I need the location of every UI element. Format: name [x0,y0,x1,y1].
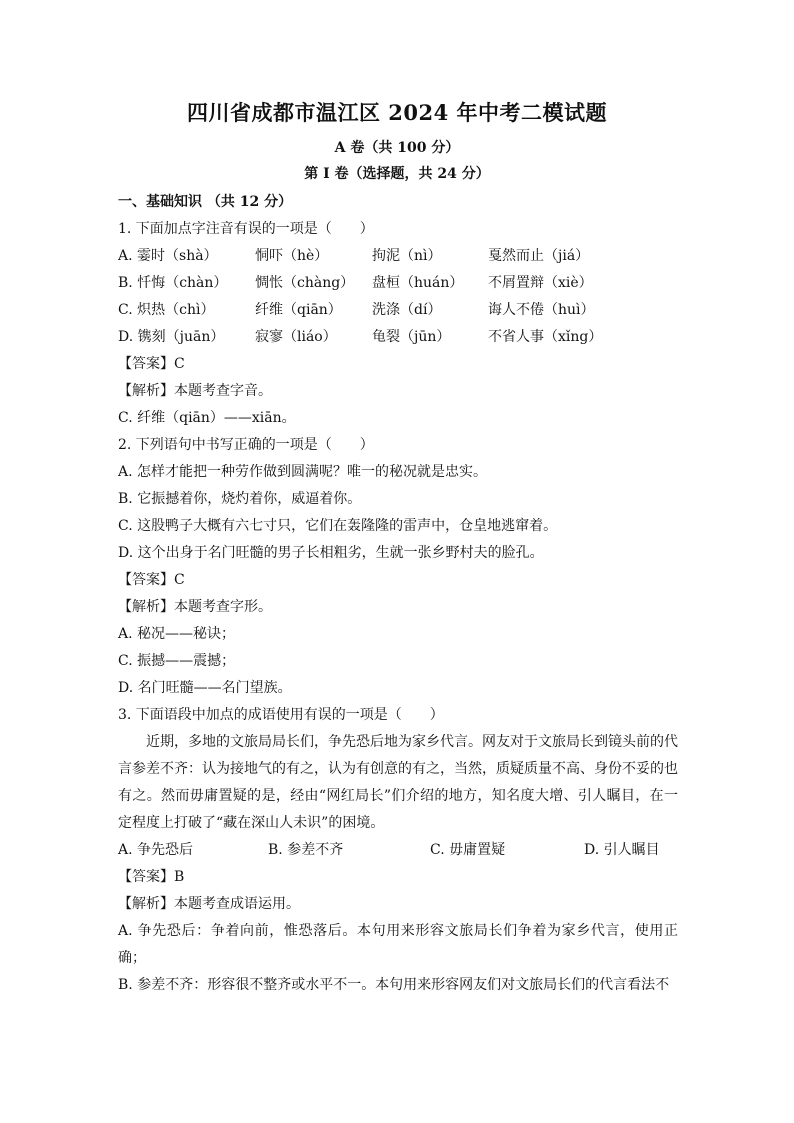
question-2-option-a: A. 怎样才能把一种劳作做到圆满呢？唯一的秘况就是忠实。 [118,464,488,480]
option-cell: 拘泥（nì） [372,248,442,264]
question-2-analysis: 【解析】本题考查字形。 [118,599,272,615]
option-a: A. 争先恐后 [118,842,194,858]
question-3-analysis: 【解析】本题考查成语运用。 [118,896,300,912]
option-b: B. 参差不齐 [268,842,344,858]
question-2-answer: 【答案】C [118,572,185,588]
question-1-option-c [118,297,678,324]
question-2-stem: 2. 下列语句中书写正确的一项是（ ） [118,437,374,453]
question-3-stem: 3. 下面语段中加点的成语使用有误的一项是（ ） [118,707,444,723]
option-cell: 诲人不倦（huì） [488,302,595,318]
volume-heading: A 卷（共 100 分） [334,140,460,156]
question-3-analysis-b: B. 参差不齐：形容很不整齐或水平不一。本句用来形容网友们对文旅局长们的代言看法不 [118,977,670,993]
question-3-passage: 近期，多地的文旅局局长们，争先恐后地为家乡代言。网友对于文旅局长到镜头前的代言参差不齐：认为接地气的有之，认为有创意的有之，当然，质疑质量不高、身份不妥的也有之。然而毋庸置疑的是，经由“网红局长”们介绍的地方，知名度大增、引人瞩目，在一定程度上打破了“藏在深山人未识”的困境。 [118,734,678,831]
question-3-analysis-a: A. 争先恐后：争着向前，惟恐落后。本句用来形容文旅局长们争着为家乡代言，使用正确； [118,923,678,966]
option-cell: 洗涤（dí） [372,302,442,318]
option-cell: 不省人事（xǐng） [488,329,603,345]
question-2-analysis-line: A. 秘况——秘诀； [118,626,236,642]
option-cell: 不屑置辩（xiè） [488,275,593,291]
option-d: D. 引人瞩目 [584,842,660,858]
question-2-analysis-line: D. 名门旺髓——名门望族。 [118,680,292,696]
question-2-analysis-line: C. 振撼——震撼； [118,653,236,669]
option-cell: 龟裂（jūn） [372,329,451,345]
question-3-answer: 【答案】B [118,869,185,885]
question-2-option-c: C. 这股鸭子大概有六七寸只，它们在轰隆隆的雷声中，仓皇地逃窜着。 [118,518,558,534]
option-cell: D. 镌刻（juān） [118,329,225,345]
page-title: 四川省成都市温江区 2024 年中考二模试题 [186,100,608,125]
option-cell: B. 忏悔（chàn） [118,275,228,291]
question-2-option-b: B. 它振撼着你，烧灼着你，威逼着你。 [118,491,362,507]
option-cell: 戛然而止（jiá） [488,248,590,264]
question-1-option-a [118,243,678,270]
option-cell: 寂寥（liáo） [255,329,337,345]
question-2-option-d: D. 这个出身于名门旺髓的男子长相粗劣，生就一张乡野村夫的脸孔。 [118,545,544,561]
option-cell: C. 炽热（chì） [118,302,215,318]
part-heading: 一、基础知识 （共 12 分） [118,194,293,210]
question-1-option-d [118,324,678,351]
option-c: C. 毋庸置疑 [430,842,506,858]
question-1-analysis: 【解析】本题考查字音。 [118,383,272,399]
option-cell: A. 霎时（shà） [118,248,218,264]
question-1-stem: 1. 下面加点字注音有误的一项是（ ） [118,221,374,237]
question-3-options [118,837,678,864]
option-cell: 惆怅（chàng） [255,275,355,291]
option-cell: 恫吓（hè） [255,248,329,264]
question-1-answer: 【答案】C [118,356,185,372]
document-body [118,189,678,999]
option-cell: 盘桓（huán） [372,275,464,291]
question-1-analysis-line: C. 纤维（qiān）——xiān。 [118,410,296,426]
option-cell: 纤维（qiān） [255,302,342,318]
question-1-option-b [118,270,678,297]
section-heading: 第 I 卷（选择题，共 24 分） [304,166,490,182]
